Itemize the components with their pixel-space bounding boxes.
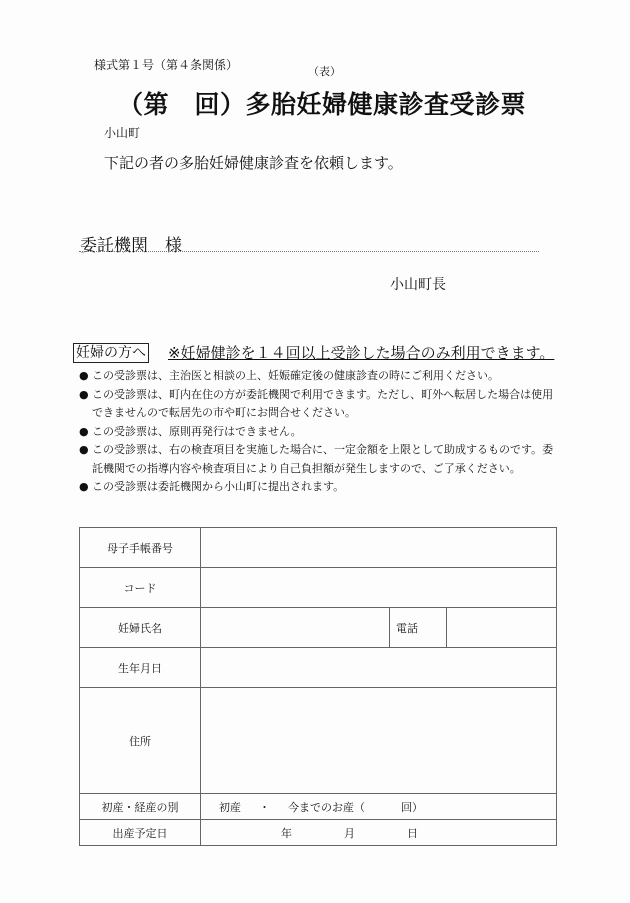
request-statement: 下記の者の多胎妊婦健康診査を依頼します。 — [104, 154, 403, 172]
due-date-field[interactable] — [201, 820, 557, 846]
list-item-text: この受診票は、町内在住の方が委託機関で利用できます。ただし、町外へ転居した場合は使用できませんので転居先の市や町にお問合せください。 — [92, 387, 554, 419]
code-label: コード — [80, 568, 201, 608]
handbook-number-field[interactable] — [201, 528, 557, 568]
name-label: 妊婦氏名 — [80, 608, 201, 648]
due-date-label: 出産予定日 — [80, 820, 201, 846]
table-row — [80, 528, 557, 568]
bullet-icon: ● — [79, 424, 89, 438]
parity-prior-option[interactable]: 今までのお産（ — [288, 800, 365, 814]
bullet-icon: ● — [79, 387, 89, 401]
parity-times-unit: 回） — [401, 800, 423, 814]
bullet-icon: ● — [79, 480, 89, 493]
parity-separator: ・ — [259, 800, 270, 814]
patient-info-table — [79, 527, 557, 846]
institution-addressee: 委託機関 様 — [80, 236, 182, 256]
table-row — [80, 688, 557, 794]
table-row — [80, 648, 557, 688]
birthdate-label: 生年月日 — [80, 648, 201, 688]
town-name: 小山町 — [104, 126, 141, 140]
front-side-label: （表） — [308, 65, 341, 78]
bullet-icon: ● — [79, 369, 89, 382]
issuer-name: 小山町長 — [390, 277, 446, 293]
due-day-unit: 日 — [407, 826, 418, 840]
page-title: （第 回）多胎妊婦健康診査受診票 — [118, 90, 527, 119]
address-label: 住所 — [80, 688, 201, 794]
list-item — [79, 367, 561, 386]
list-item — [79, 423, 561, 442]
birthdate-field[interactable] — [201, 648, 557, 688]
list-item-text: この受診票は、原則再発行はできません。 — [92, 424, 302, 438]
notice-list — [79, 367, 561, 497]
list-item — [79, 386, 561, 423]
due-month-unit: 月 — [344, 826, 355, 840]
list-item-text: この受診票は、主治医と相談の上、妊娠確定後の健康診査の時にご利用ください。 — [92, 369, 499, 382]
table-row — [80, 820, 557, 846]
parity-label: 初産・経産の別 — [80, 794, 201, 820]
handbook-number-label: 母子手帳番号 — [80, 528, 201, 568]
bullet-icon: ● — [79, 443, 89, 456]
notice-box-label: 妊婦の方へ — [73, 343, 149, 363]
list-item — [79, 441, 561, 478]
name-field[interactable] — [201, 608, 390, 648]
table-row — [80, 568, 557, 608]
form-number: 様式第１号（第４条関係） — [94, 58, 239, 72]
parity-field[interactable] — [201, 794, 557, 820]
phone-label: 電話 — [390, 608, 447, 648]
due-year-unit: 年 — [281, 826, 292, 840]
code-field[interactable] — [201, 568, 557, 608]
list-item-text: この受診票は委託機関から小山町に提出されます。 — [92, 480, 345, 493]
parity-first-option[interactable]: 初産 — [219, 800, 241, 814]
notice-headline: ※妊婦健診を１４回以上受診した場合のみ利用できます。 — [168, 344, 555, 362]
addressee-underline — [79, 251, 539, 252]
list-item — [79, 478, 561, 497]
phone-field[interactable] — [447, 608, 557, 648]
list-item-text: この受診票は、右の検査項目を実施した場合に、一定金額を上限として助成するものです。委託機関での指導内容や検査項目により自己負担額が発生しますので、ご了承ください。 — [92, 443, 554, 475]
table-row — [80, 608, 557, 648]
address-field[interactable] — [201, 688, 557, 794]
table-row — [80, 794, 557, 820]
